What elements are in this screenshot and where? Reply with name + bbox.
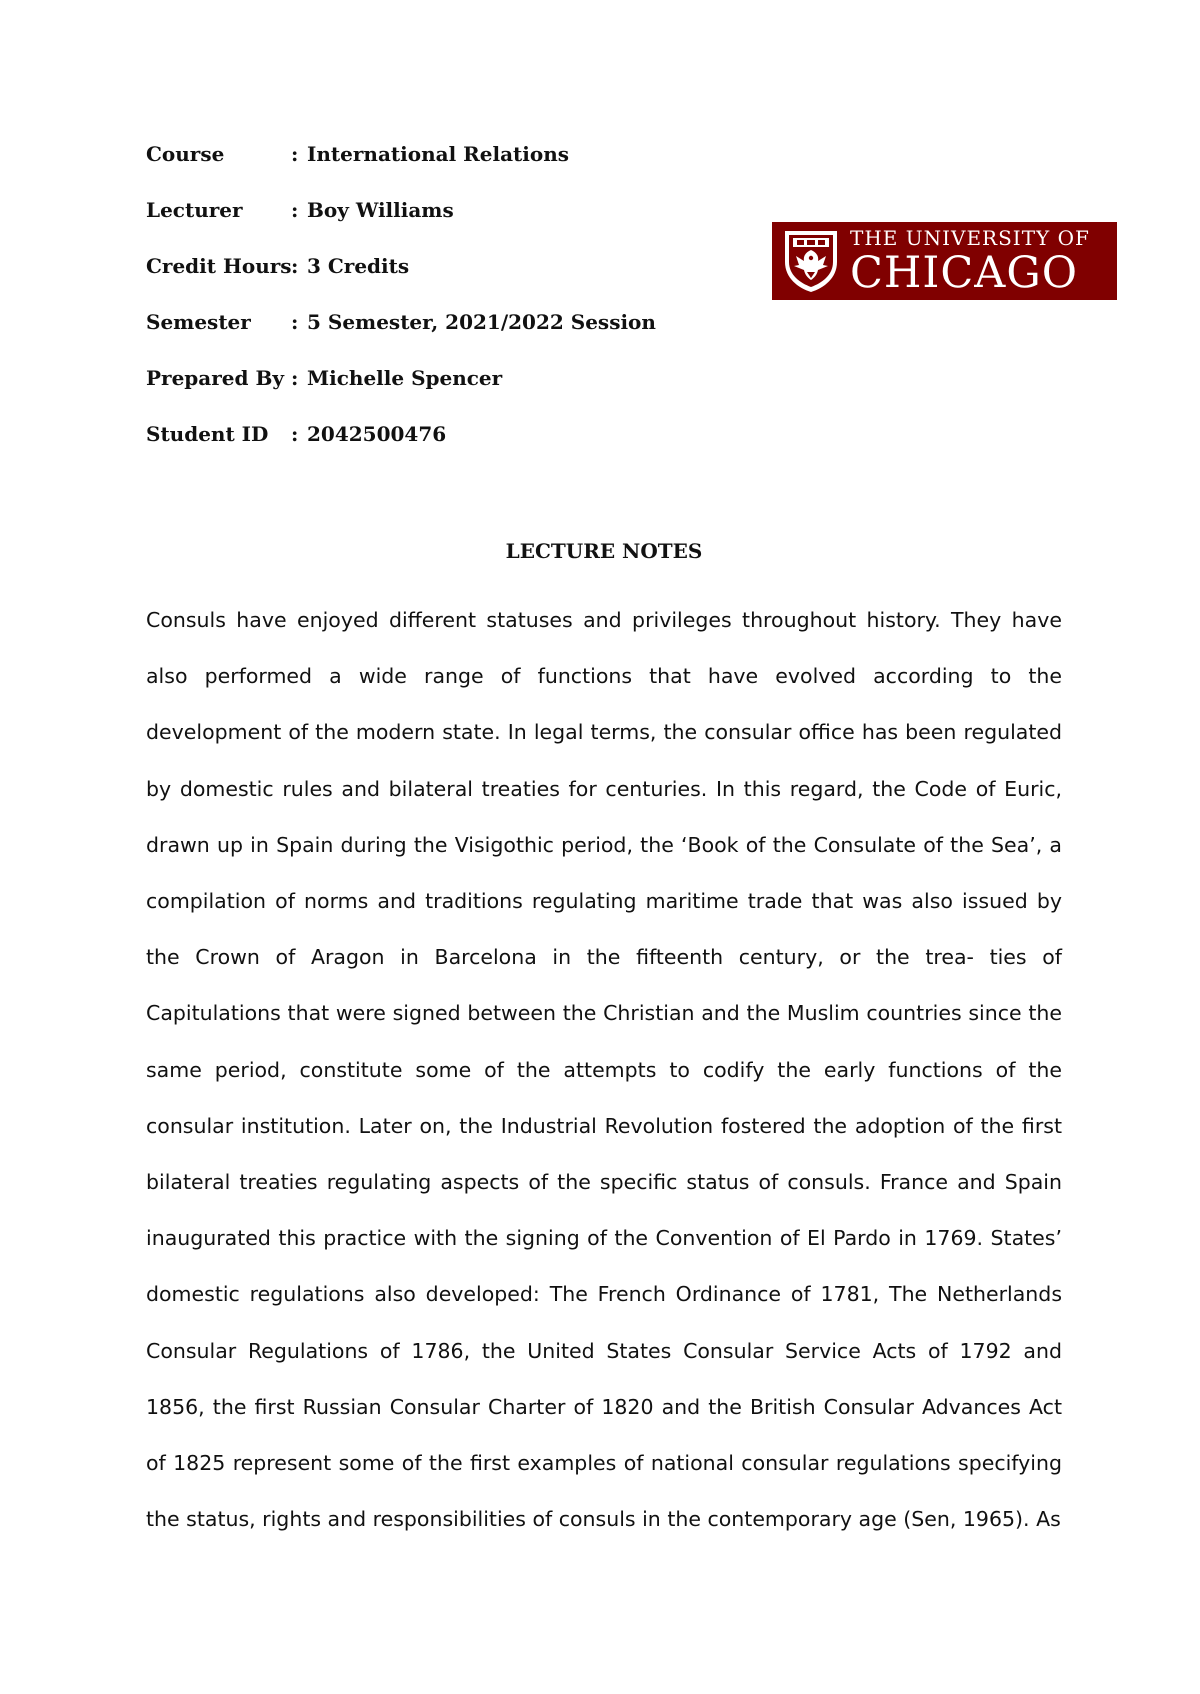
lecturer-separator: : [291,198,299,222]
credit-hours-value: 3 Credits [307,254,410,278]
student-id-label: Student ID [146,422,269,446]
semester-row [146,308,706,364]
lecture-notes-body: Consuls have enjoyed different statuses and privileges throughout history. They have also performed a wide range of functions that have evolved according to the development of the modern state. In legal terms, the consular office has been regulated by domestic rules and bilateral treaties for centuries. In this regard, the Code of Euric, drawn up in Spain during the Visigothic period, the ‘Book of the Consulate of the Sea’, a compilation of norms and traditions regulating maritime trade that was also issued by the Crown of Aragon in Barcelona in the fifteenth century, or the trea- ties of Capitulations that were signed between the Christian and the Muslim countries since the same period, constitute some of the attempts to codify the early functions of the consular institution. Later on, the Industrial Revolution fostered the adoption of the first bilateral treaties regulating aspects of the specific status of consuls. France and Spain inaugurated this practice with the signing of the Convention of El Pardo in 1769. States’ domestic regulations also developed: The French Ordinance of 1781, The Netherlands Consular Regulations of 1786, the United States Consular Service Acts of 1792 and 1856, the first Russian Consular Charter of 1820 and the British Consular Advances Act of 1825 represent some of the first examples of national consular regulations specifying the status, rights and responsibilities of consuls in the contemporary age (Sen, 1965). As [146,608,1062,1532]
course-label: Course [146,142,225,166]
course-row [146,140,706,196]
lecturer-row [146,196,706,252]
prepared-by-value: Michelle Spencer [307,366,503,390]
semester-label: Semester [146,310,251,334]
student-id-separator: : [291,422,299,446]
university-logo [772,222,1117,300]
course-info [146,140,706,476]
logo-wordmark [850,226,1109,296]
semester-value: 5 Semester, 2021/2022 Session [307,310,656,334]
prepared-by-label: Prepared By [146,366,284,390]
university-crest-icon [782,228,840,294]
section-heading: LECTURE NOTES [505,539,703,563]
course-value: International Relations [307,142,570,166]
course-separator: : [291,142,299,166]
logo-line-chicago: CHICAGO [850,248,1078,298]
lecturer-label: Lecturer [146,198,243,222]
semester-separator: : [291,310,299,334]
credit-hours-label: Credit Hours [146,254,292,278]
prepared-by-separator: : [291,366,299,390]
lecturer-value: Boy Williams [307,198,454,222]
prepared-by-row [146,364,706,420]
student-id-row [146,420,706,476]
logo-line-university: THE UNIVERSITY OF [850,226,1090,250]
credit-hours-separator: : [291,254,299,278]
credit-hours-row [146,252,706,308]
student-id-value: 2042500476 [307,422,447,446]
